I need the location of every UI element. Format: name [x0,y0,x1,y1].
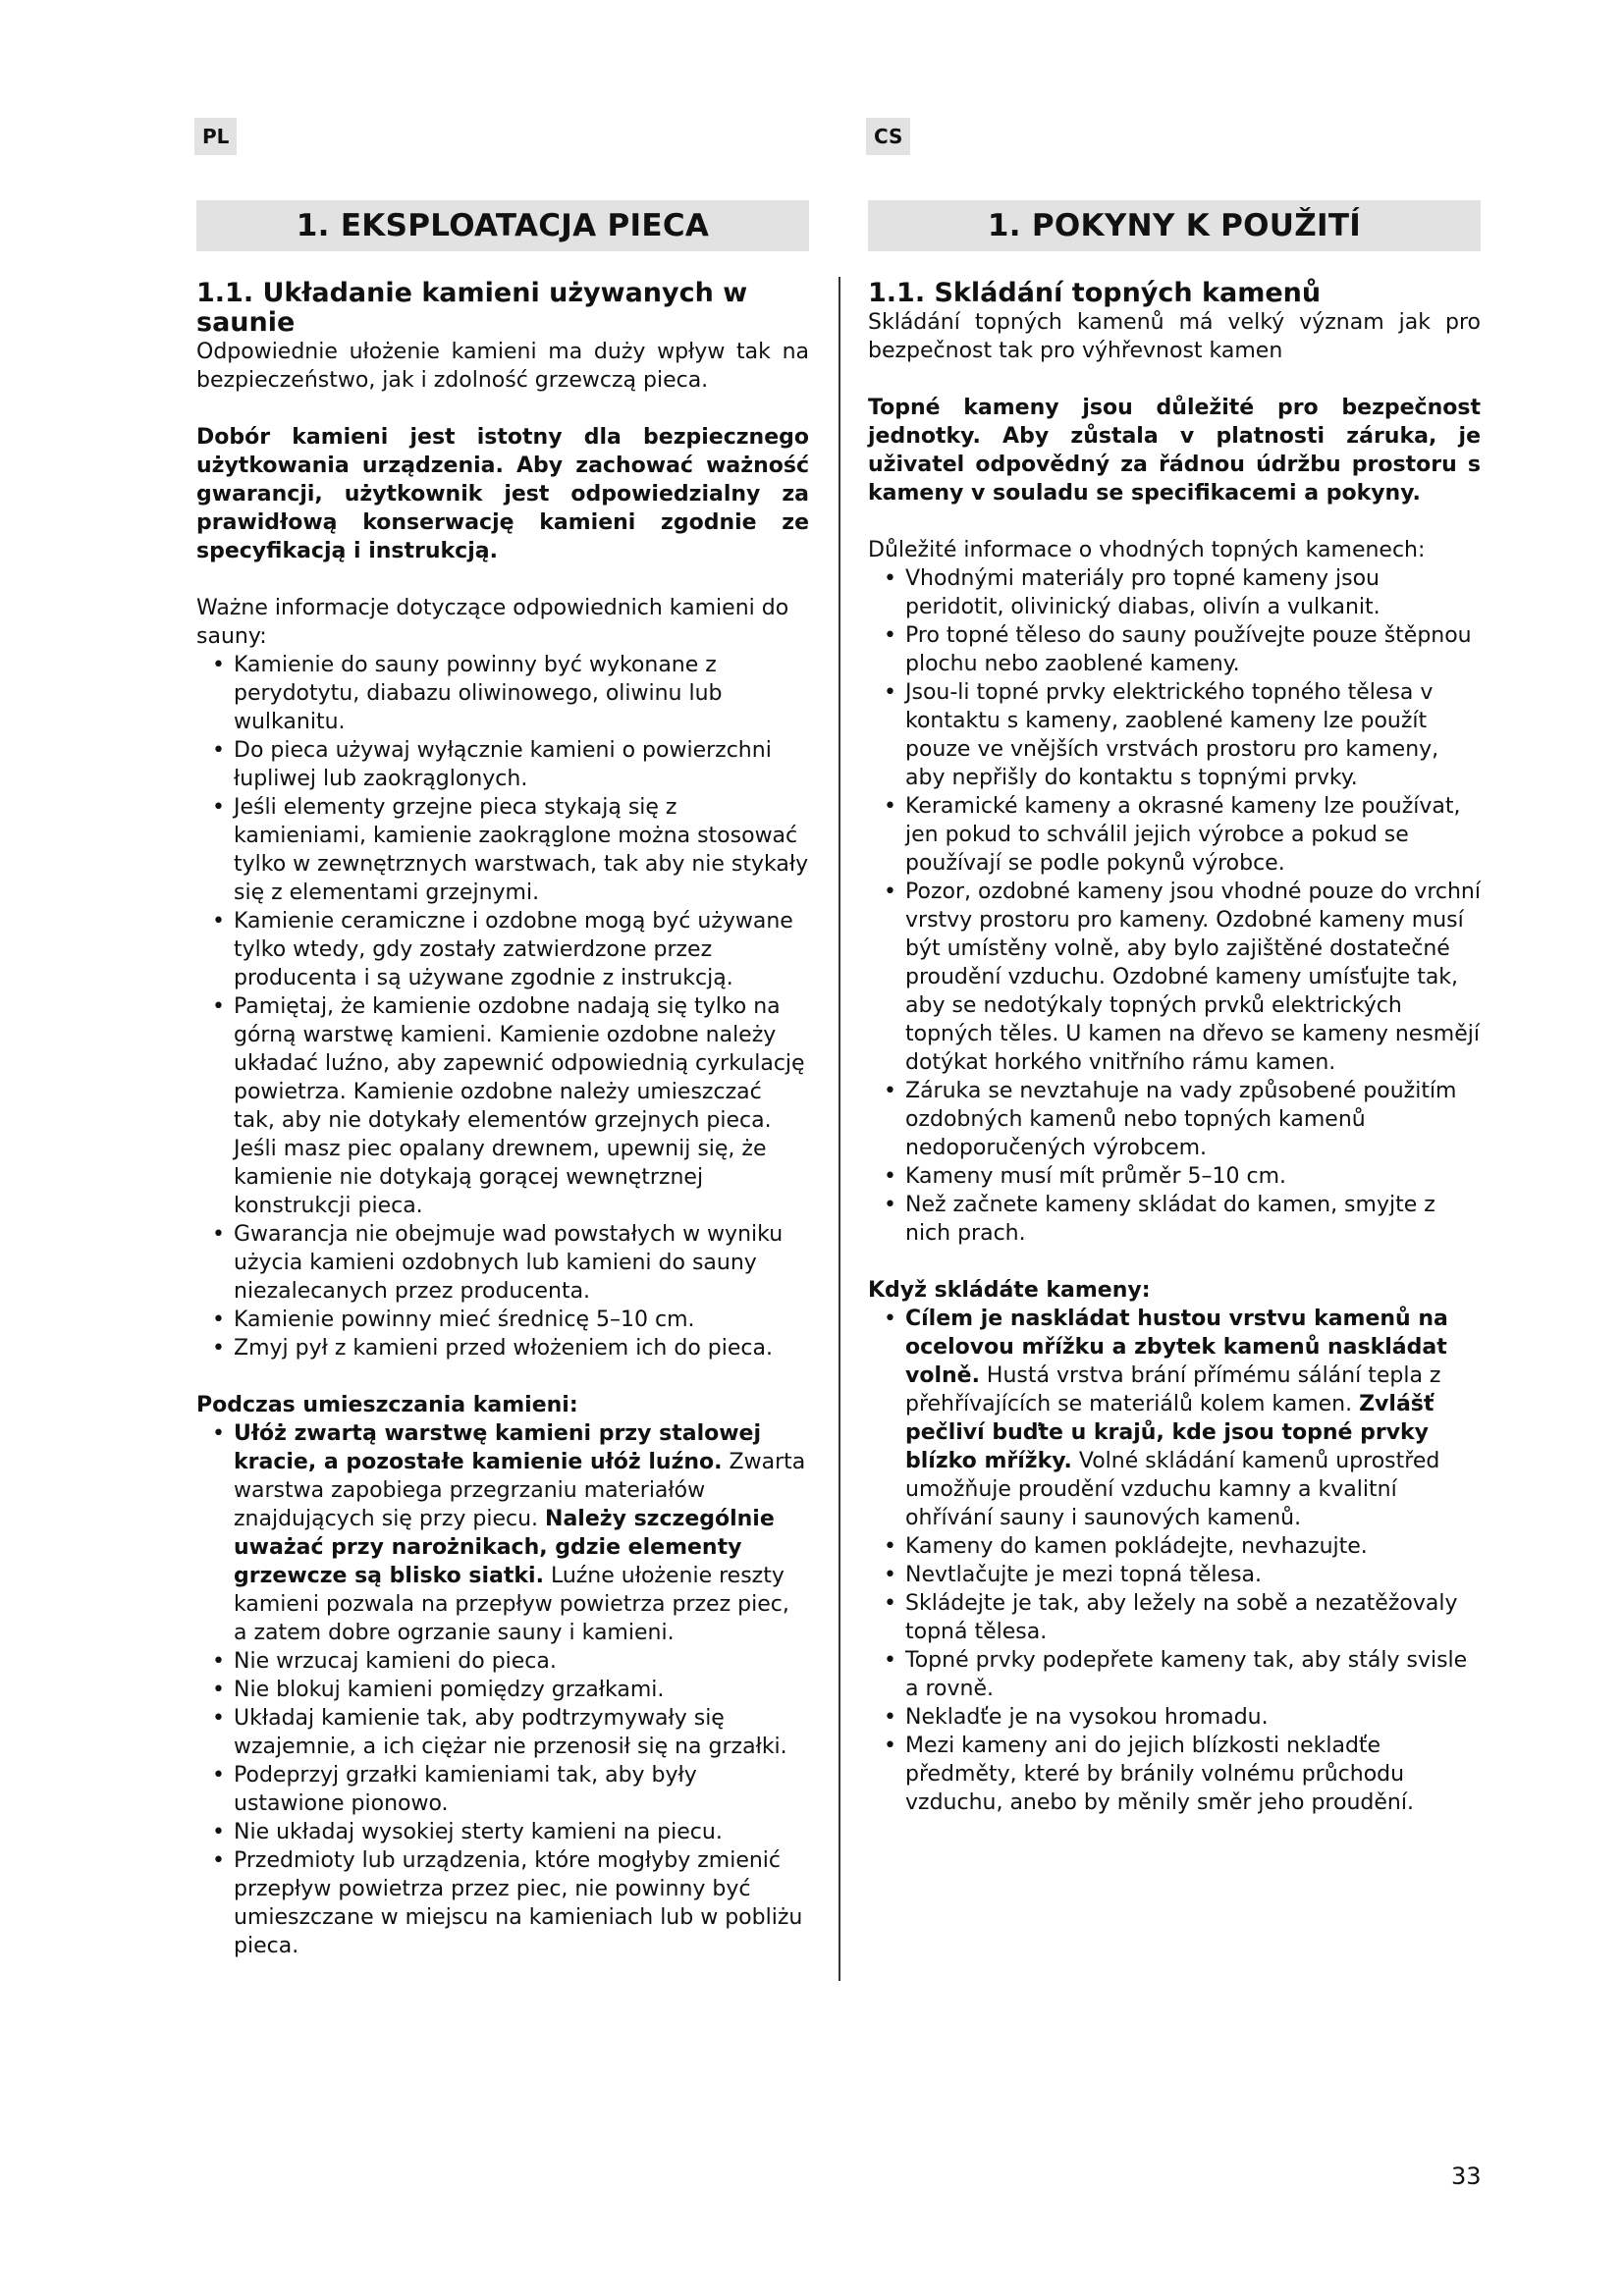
list-item: • Kamienie do sauny powinny być wykonane z perydotytu, diabazu oliwinowego, oliwinu lub wulkanitu. [196,651,809,736]
placing-heading: Když skládáte kameny: [868,1278,1151,1303]
list-item: • Jsou-li topné prvky elektrického topného tělesa v kontaktu s kameny, zaoblené kameny lze použít pouze ve vnějších vrstvách prostoru pro kameny, aby nepřišly do kontaktu s topnými prvky. [868,678,1481,792]
list-item: • Pozor, ozdobné kameny jsou vhodné pouze do vrchní vrstvy prostoru pro kameny. Ozdobné kameny musí být umístěny volně, aby bylo zajištěné dostatečné proudění vzduchu. Ozdobné kameny umísťujte tak, aby se nedotýkaly topných prvků elektrických topných těles. U kamen na dřevo se kameny nesmějí dotýkat horkého vnitřního rámu kamen. [868,878,1481,1077]
subsection-title: 1.1. Skládání topných kamenů [868,278,1322,308]
list-item: • Kameny musí mít průměr 5–10 cm. [868,1162,1481,1191]
list-item: • Gwarancja nie obejmuje wad powstałych w wyniku użycia kamieni ozdobnych lub kamieni do sauny niezalecanych przez producenta. [196,1220,809,1306]
list-item: • Skládejte je tak, aby ležely na sobě a nezatěžovaly topná tělesa. [868,1589,1481,1646]
list-item: • Vhodnými materiály pro topné kameny jsou peridotit, olivinický diabas, olivín a vulkanit. [868,564,1481,621]
section-title: 1. EKSPLOATACJA PIECA [196,200,809,251]
info-list [196,651,809,1362]
list-item: • Keramické kameny a okrasné kameny lze používat, jen pokud to schválil jejich výrobce a pokud se používají se podle pokynů výrobce. [868,792,1481,878]
info-heading: Důležité informace o vhodných topných kamenech: [868,538,1426,562]
list-item: • Układaj kamienie tak, aby podtrzymywały się wzajemnie, a ich ciężar nie przenosił się na grzałki. [196,1704,809,1761]
text-run: Volné skládání kamenů uprostřed umožňuje proudění vzduchu kamny a kvalitní ohřívání sauny i saunových kamenů. [905,1449,1440,1530]
list-item: • Topné prvky podepřete kameny tak, aby stály svisle a rovně. [868,1646,1481,1703]
text-run: Hustá vrstva brání přímému sálání tepla z přehřívajících se materiálů kolem kamen. [905,1363,1441,1416]
list-item: • Przedmioty lub urządzenia, które mogłyby zmienić przepływ powietrza przez piec, nie powinny być umieszczane w miejscu na kamieniach lub w pobliżu pieca. [196,1846,809,1960]
list-item: • Pamiętaj, że kamienie ozdobne nadają się tylko na górną warstwę kamieni. Kamienie ozdobne należy układać luźno, aby zapewnić odpowiednią cyrkulację powietrza. Kamienie ozdobne należy umieszczać tak, aby nie dotykały elementów grzejnych pieca. Jeśli masz piec opalany drewnem, upewnij się, że kamienie nie dotykają gorącej wewnętrznej konstrukcji pieca. [196,992,809,1220]
emphasis: Ułóż zwartą warstwę kamieni przy stalowej kracie, a pozostałe kamienie ułóż luźno. [234,1421,762,1474]
list-item: • Podeprzyj grzałki kamieniami tak, aby były ustawione pionowo. [196,1761,809,1818]
list-item: • Jeśli elementy grzejne pieca stykają się z kamieniami, kamienie zaokrąglone można stosować tylko w zewnętrznych warstwach, tak aby nie stykały się z elementami grzejnymi. [196,793,809,907]
list-item: • Kameny do kamen pokládejte, nevhazujte. [868,1532,1481,1561]
placing-list [868,1305,1481,1817]
list-item: • Nekladťe je na vysokou hromadu. [868,1703,1481,1732]
list-item [196,1419,809,1647]
info-list [868,564,1481,1248]
list-item: • Kamienie powinny mieć średnicę 5–10 cm. [196,1306,809,1334]
list-item: • Kamienie ceramiczne i ozdobne mogą być używane tylko wtedy, gdy zostały zatwierdzone przez producenta i są używane zgodnie z instrukcją. [196,907,809,992]
emphasis: Zvlášť pečliví buďte u krajů, kde jsou topné prvky blízko mřížky. [905,1392,1435,1473]
list-item: • Nie wrzucaj kamieni do pieca. [196,1647,809,1676]
section-title: 1. POKYNY K POUŽITÍ [868,200,1481,251]
language-badge-cs: CS [866,118,910,155]
list-item: • Než začnete kameny skládat do kamen, smyjte z nich prach. [868,1191,1481,1248]
intro-paragraph: Odpowiednie ułożenie kamieni ma duży wpływ tak na bezpieczeństwo, jak i zdolność grzewczą pieca. [196,340,809,393]
subsection-title: 1.1. Układanie kamieni używanych w saunie [196,278,748,338]
column-polish [196,200,809,1960]
emphasis: Należy szczególnie uważać przy narożnikach, gdzie elementy grzewcze są blisko siatki. [234,1507,775,1588]
list-item: • Pro topné těleso do sauny používejte pouze štěpnou plochu nebo zaoblené kameny. [868,621,1481,678]
info-heading: Ważne informacje dotyczące odpowiednich kamieni do sauny: [196,596,789,649]
list-item: • Nie układaj wysokiej sterty kamieni na piecu. [196,1818,809,1846]
text-run: Zwarta warstwa zapobiega przegrzaniu materiałów znajdujących się przy piecu. [234,1450,806,1531]
list-item [868,1305,1481,1532]
page-number: 33 [1451,2163,1482,2190]
list-item: • Do pieca używaj wyłącznie kamieni o powierzchni łupliwej lub zaokrąglonych. [196,736,809,793]
list-item: • Záruka se nevztahuje na vady způsobené použitím ozdobných kamenů nebo topných kamenů nedoporučených výrobcem. [868,1077,1481,1162]
text-run: Luźne ułożenie reszty kamieni pozwala na przepływ powietrza przez piec, a zatem dobre ogrzanie sauny i kamieni. [234,1564,789,1645]
placing-heading: Podczas umieszczania kamieni: [196,1393,578,1417]
warning-paragraph: Dobór kamieni jest istotny dla bezpiecznego użytkowania urządzenia. Aby zachować ważność gwarancji, użytkownik jest odpowiedzialny za prawidłową konserwację kamieni zgodnie ze specyfikacją i instrukcją. [196,425,809,563]
placing-list [196,1419,809,1960]
column-czech [868,200,1481,1817]
list-item: • Zmyj pył z kamieni przed włożeniem ich do pieca. [196,1334,809,1362]
list-item: • Mezi kameny ani do jejich blízkosti nekladťe předměty, které by bránily volnému průchodu vzduchu, anebo by měnily směr jeho proudění. [868,1732,1481,1817]
intro-paragraph: Skládání topných kamenů má velký význam jak pro bezpečnost tak pro výhřevnost kamen [868,310,1481,363]
column-divider [839,277,840,1981]
language-badge-pl: PL [194,118,237,155]
list-item: • Nie blokuj kamieni pomiędzy grzałkami. [196,1676,809,1704]
emphasis: Cílem je naskládat hustou vrstvu kamenů na ocelovou mřížku a zbytek kamenů naskládat volně. [905,1307,1448,1388]
warning-paragraph: Topné kameny jsou důležité pro bezpečnost jednotky. Aby zůstala v platnosti záruka, je uživatel odpovědný za řádnou údržbu prostoru s kameny v souladu se specifikacemi a pokyny. [868,396,1481,506]
list-item: • Nevtlačujte je mezi topná tělesa. [868,1561,1481,1589]
